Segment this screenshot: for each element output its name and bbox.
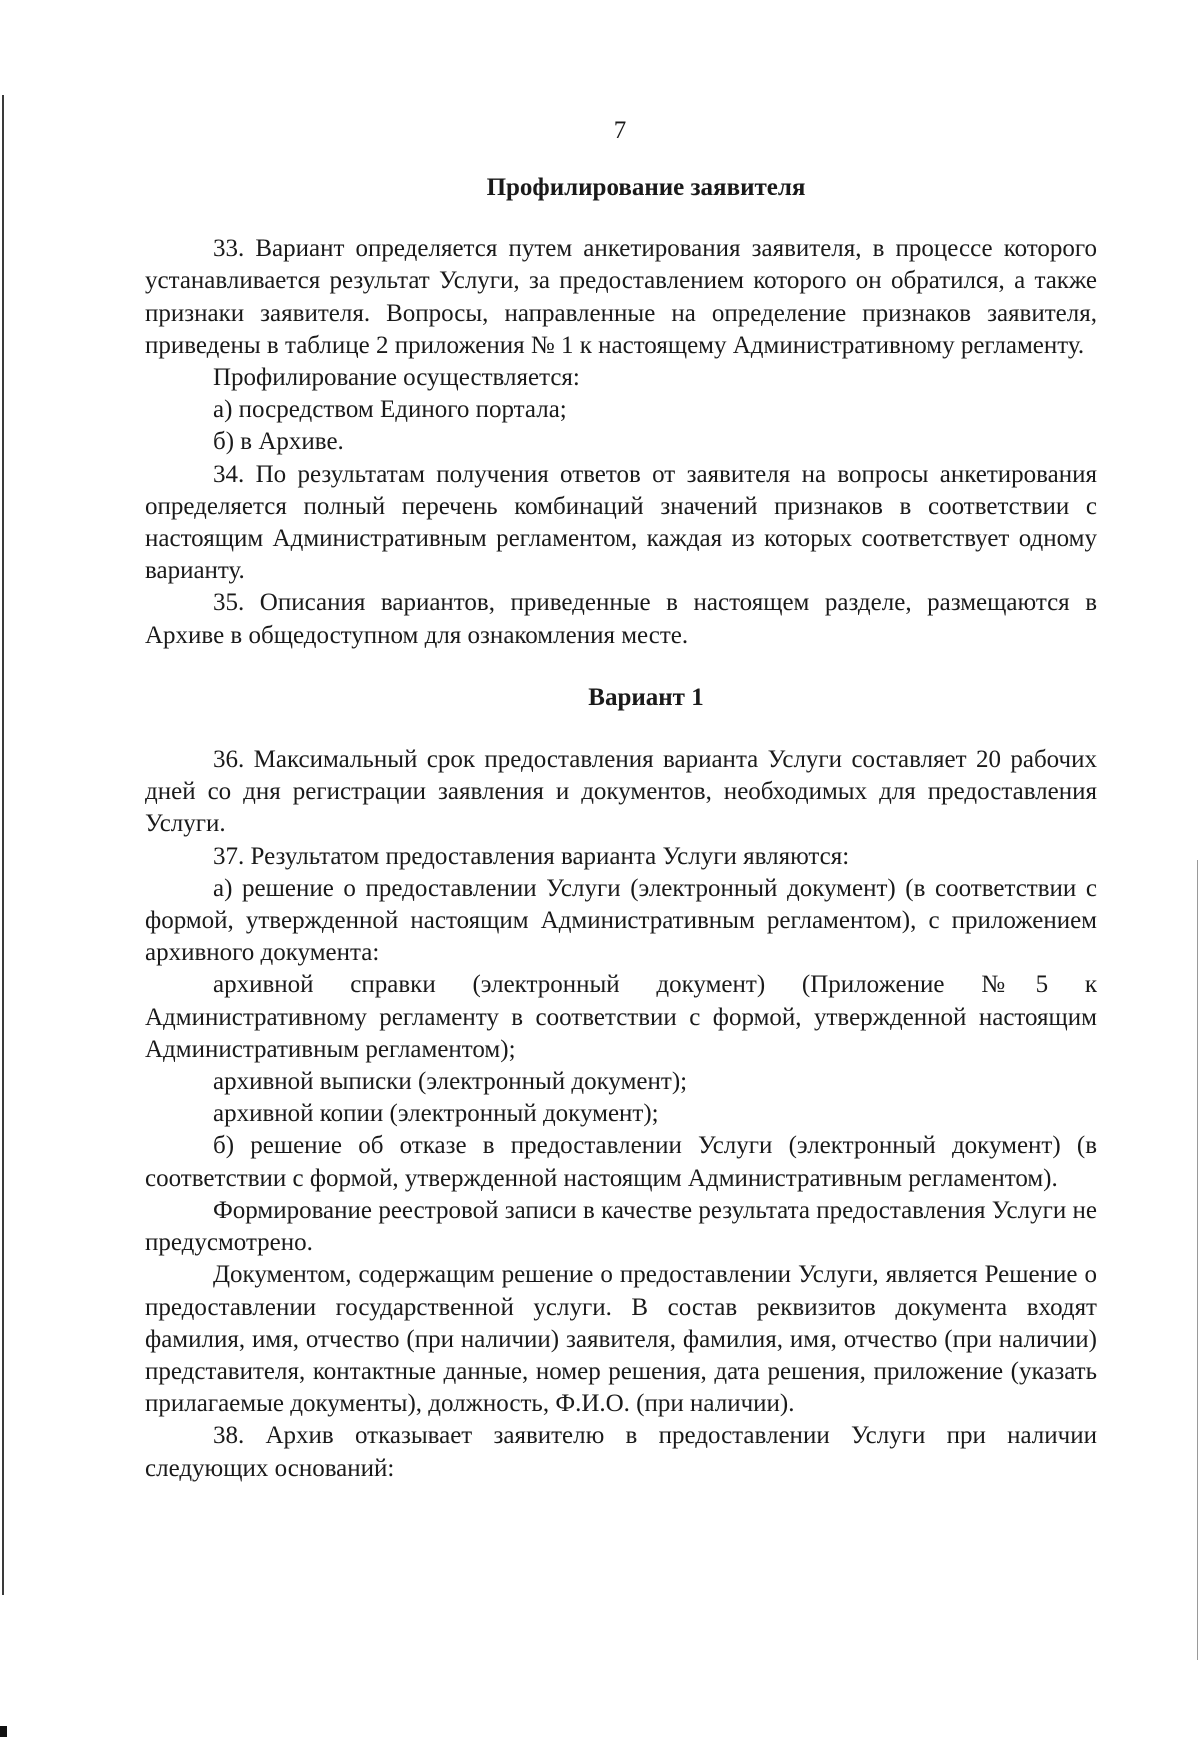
paragraph-33: 33. Вариант определяется путем анкетирования заявителя, в процессе которого устанавливается результат Услуги, за предоставлением которого он обратился, а также признаки заявителя. Вопросы, направленные на определение признаков заявителя, приведены в таблице 2 приложения № 1 к настоящему Административному регламенту. bbox=[145, 235, 1097, 359]
scan-edge-right bbox=[1197, 860, 1198, 1660]
list-item-a: а) посредством Единого портала; bbox=[213, 396, 567, 424]
paragraph-36: 36. Максимальный срок предоставления варианта Услуги составляет 20 рабочих дней со дня регистрации заявления и документов, необходимых для предоставления Услуги. bbox=[145, 746, 1097, 838]
paragraph-decision-document: Документом, содержащим решение о предоставлении Услуги, является Решение о предоставлении государственной услуги. В состав реквизитов документа входят фамилия, имя, отчество (при наличии) заявителя, фамилия, имя, отчество (при наличии) представителя, контактные данные, номер решения, дата решения, приложение (указать прилагаемые документы), должность, Ф.И.О. (при наличии). bbox=[145, 1261, 1097, 1418]
paragraph-profiling-intro: Профилирование осуществляется: bbox=[213, 364, 580, 392]
paragraph-35: 35. Описания вариантов, приведенные в настоящем разделе, размещаются в Архиве в общедоступном для ознакомления месте. bbox=[145, 589, 1097, 649]
list-item-37b: б) решение об отказе в предоставлении Услуги (электронный документ) (в соответствии с формой, утвержденной настоящим Административным регламентом). bbox=[145, 1132, 1097, 1192]
paragraph-registry-record: Формирование реестровой записи в качестве результата предоставления Услуги не предусмотрено. bbox=[145, 1196, 1097, 1257]
section-heading-profiling: Профилирование заявителя bbox=[486, 174, 806, 201]
list-item-37a: а) решение о предоставлении Услуги (электронный документ) (в соответствии с формой, утвержденной настоящим Административным регламентом), с приложением архивного документа: bbox=[145, 874, 1097, 967]
paragraph-34: 34. По результатам получения ответов от заявителя на вопросы анкетирования определяется полный перечень комбинаций значений признаков в соответствии с настоящим Административным регламентом, каждая из которых соответствует одному варианту. bbox=[145, 460, 1097, 585]
list-item-b: б) в Архиве. bbox=[213, 428, 344, 456]
scan-mark bbox=[0, 1726, 7, 1737]
paragraph-37: 37. Результатом предоставления варианта Услуги являются: bbox=[213, 842, 850, 870]
list-item-archive-extract: архивной выписки (электронный документ); bbox=[213, 1068, 688, 1096]
scan-edge-left bbox=[2, 95, 4, 1595]
paragraph-38: 38. Архив отказывает заявителю в предоставлении Услуги при наличии следующих оснований: bbox=[145, 1422, 1097, 1482]
document-body bbox=[145, 172, 1097, 1485]
page-number: 7 bbox=[613, 117, 627, 144]
list-item-archive-copy: архивной копии (электронный документ); bbox=[213, 1100, 659, 1128]
section-heading-variant-1: Вариант 1 bbox=[588, 683, 704, 711]
list-item-archive-certificate: архивной справки (электронный документ) (Приложение №5 к Административному регламенту в соответствии с формой, утвержденной настоящим Административным регламентом); bbox=[145, 971, 1097, 1063]
